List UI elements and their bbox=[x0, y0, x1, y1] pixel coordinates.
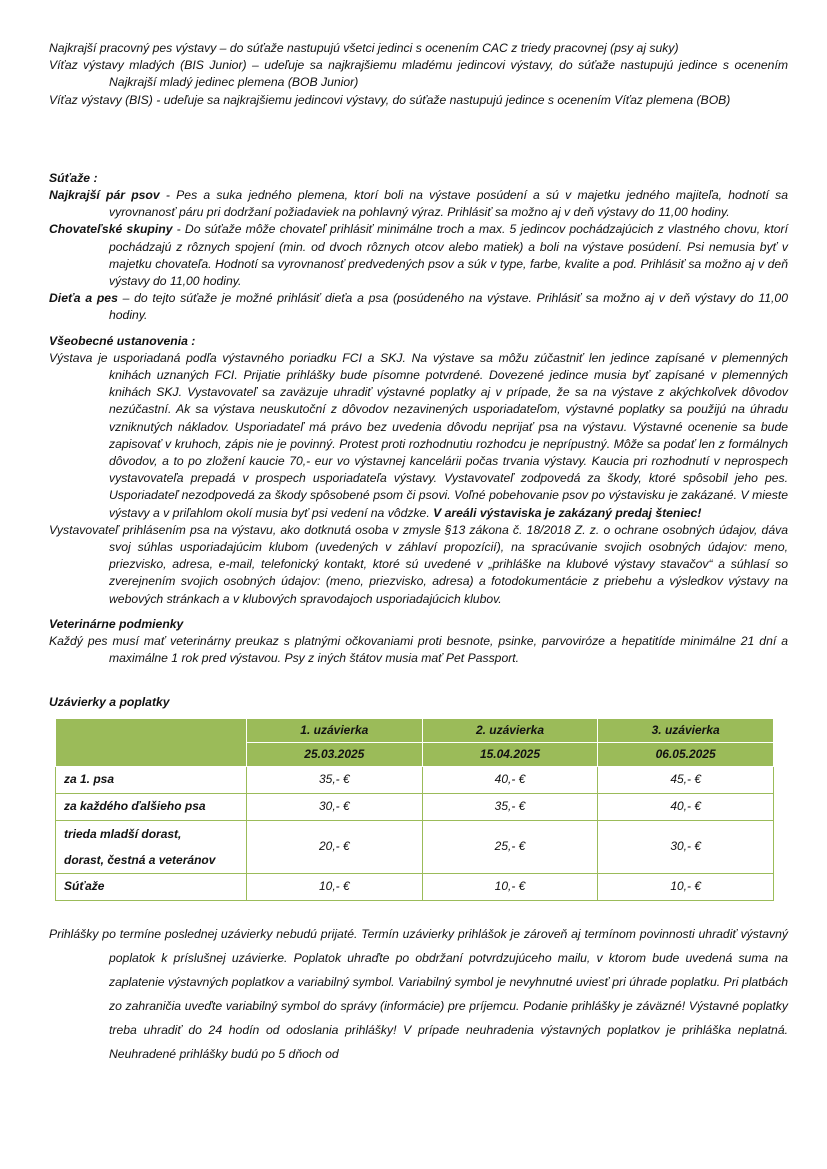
fee-row bbox=[56, 820, 774, 873]
gdpr-paragraph: Vystavovateľ prihlásením psa na výstavu, ako dotknutá osoba v zmysle §13 zákona č. 18/2018 Z. z. o ochrane osobných údajov, dáva svoj súhlas usporiadajúcim klubom (uvedených v záhlaví propozícií), na spracúvanie svojich osobných údajov: meno, priezvisko, adresa, e-mail, telefonický kontakt, ktoré sú uvedené v „prihláške na klubové výstavy stavačov“ a súhlasí so zverejnením svojich osobných údajov: (meno, priezvisko, adresa) a fotodokumentácie z priebehu a výsledkov výstavy na webových stránkach a v klubových spravodajoch usporiadajúcich klubov. bbox=[49, 522, 788, 606]
fees-header-empty bbox=[56, 718, 247, 766]
fees-heading: Uzávierky a poplatky bbox=[49, 694, 170, 709]
award-working-dog: Najkrajší pracovný pes výstavy – do súťaže nastupujú všetci jedinci s ocenením CAC z triedy pracovnej (psy aj suky) bbox=[49, 41, 679, 55]
vet-text: Každý pes musí mať veterinárny preukaz s platnými očkovaniami proti besnote, psinke, parvoviróze a hepatitíde minimálne 21 dní a maximálne 1 rok pred výstavou. Psy z iných štátov musia mať Pet Passport. bbox=[49, 634, 788, 666]
competition-child-text: – do tejto súťaže je možné prihlásiť dieťa a psa (posúdeného na výstave. Prihlásiť sa možno aj v deň výstavy do 11,00 hodiny. bbox=[109, 291, 788, 323]
deadline-1-name: 1. uzávierka bbox=[247, 718, 423, 742]
deadline-3-name: 3. uzávierka bbox=[598, 718, 774, 742]
fee-row bbox=[56, 873, 774, 900]
general-rules-text: Výstava je usporiadaná podľa výstavného poriadku FCI a SKJ. Na výstave sa môžu zúčastniť len jedince zapísané v plemenných knihách uznaných FCI. Prijatie prihlášky bude písomne potvrdené. Dovezené jedince musia byť zapísané v plemenných knihách SKJ. Vystavovateľ sa zaväzuje uhradiť výstavné poplatky aj v prípade, že sa na výstave z akýchkoľvek dôvodov nezúčastní. Ak sa výstava neuskutoční z dôvodov nezavinených usporiadateľom, výstavné poplatky sa použijú na úhradu vzniknutých nákladov. Usporiadateľ má právo bez uvedenia dôvodu neprijať psa na výstavu. Výstavné ocenenie sa bude zapisovať v kruhoch, zápis nie je povinný. Protest proti rozhodnutiu rozhodcu je neprípustný. Môže sa podať len z formálnych dôvodov, a to po zložení kaucie 70,- eur vo výstavnej kancelárii počas trvania výstavy. Kaucia pri rozhodnutí v neprospech vystavovateľa prepadá v prospech usporiadateľa výstavy. Vystavovateľ zodpovedá za škody, ktoré spôsobil jeho pes. Usporiadateľ nezodpovedá za škody spôsobené psom či psovi. Voľné pobehovanie psov po výstavisku je zakázané. V mieste výstavy a v priľahlom okolí musia byť psi vedení na vôdzke. bbox=[49, 350, 788, 520]
fee-row-label-line1: trieda mladší dorast, bbox=[64, 826, 182, 841]
competition-child-dog bbox=[49, 290, 788, 324]
award-bis-junior: Víťaz výstavy mladých (BIS Junior) – udeľuje sa najkrajšiemu mladému jedincovi výstavy, do súťaže nastupujú jedince s ocenením Najkrajší mladý jedinec plemena (BOB Junior) bbox=[49, 58, 788, 90]
document-page bbox=[49, 40, 788, 1066]
final-paragraph: Prihlášky po termíne poslednej uzávierky nebudú prijaté. Termín uzávierky prihlášok je zároveň aj termínom povinnosti uhradiť výstavný poplatok k príslušnej uzávierke. Poplatok uhraďte po obdržaní potvrdzujúceho mailu, v ktorom bude uvedená suma na zaplatenie výstavných poplatkov a variabilný symbol. Variabilný symbol je nevyhnutné uviesť pri úhrade poplatku. Pri platbách zo zahraničia uveďte variabilný symbol do správy (informácie) pre príjemcu. Podanie prihlášky je záväzné! Výstavné poplatky treba uhradiť do 24 hodín od odoslania prihlášky! V prípade neuhradenia výstavných poplatkov je prihláška neplatná. Neuhradené prihlášky budú po 5 dňoch od bbox=[49, 926, 788, 1061]
fee-value: 10,- € bbox=[422, 873, 598, 900]
fees-table bbox=[55, 718, 774, 901]
fee-row-label: Súťaže bbox=[56, 873, 247, 900]
competition-pair-text: - Pes a suka jedného plemena, ktorí boli na výstave posúdení a sú v majetku jedného majiteľa, hodnotí sa vyrovnanosť páru pri dodržaní požiadaviek na pohlavný výraz. Prihlásiť sa možno aj v deň výstavy do 11,00 hodiny. bbox=[109, 188, 789, 220]
competition-child-title: Dieťa a pes bbox=[49, 291, 118, 306]
competition-pair-title: Najkrajší pár psov bbox=[49, 188, 160, 203]
fee-value: 40,- € bbox=[598, 793, 774, 820]
fee-row-label: za každého ďalšieho psa bbox=[56, 793, 247, 820]
fee-row bbox=[56, 766, 774, 793]
competition-breeder-text: - Do súťaže môže chovateľ prihlásiť minimálne troch a max. 5 jedincov pochádzajúcich z vlastného chovu, ktorí pochádzajú z rôznych spojení (min. od dvoch rôznych otcov alebo matiek) a boli na výstave posúdení. Psi nemusia byť v majetku chovateľa. Hodnotí sa vyrovnanosť predvedených psov a súk v type, farbe, kvalite a pod. Prihlásiť sa možno aj v deň výstavy do 11,00 hodiny. bbox=[109, 222, 788, 289]
competitions-heading: Súťaže : bbox=[49, 170, 98, 185]
fees-header-row bbox=[56, 718, 774, 742]
vet-heading: Veterinárne podmienky bbox=[49, 616, 184, 631]
fee-value: 45,- € bbox=[598, 766, 774, 793]
fee-row bbox=[56, 793, 774, 820]
general-rules-paragraph bbox=[49, 350, 788, 522]
fee-row-label bbox=[56, 820, 247, 873]
deadline-3-date: 06.05.2025 bbox=[598, 742, 774, 766]
competition-pair bbox=[49, 187, 788, 221]
fee-value: 30,- € bbox=[247, 793, 423, 820]
deadline-2-name: 2. uzávierka bbox=[422, 718, 598, 742]
competition-breeder-title: Chovateľské skupiny bbox=[49, 222, 173, 237]
fee-value: 10,- € bbox=[598, 873, 774, 900]
fee-value: 20,- € bbox=[247, 820, 423, 873]
deadline-2-date: 15.04.2025 bbox=[422, 742, 598, 766]
fee-row-label: za 1. psa bbox=[56, 766, 247, 793]
fee-value: 35,- € bbox=[247, 766, 423, 793]
competition-breeder-group bbox=[49, 221, 788, 290]
award-bis: Víťaz výstavy (BIS) - udeľuje sa najkrajšiemu jedincovi výstavy, do súťaže nastupujú jedince s ocenením Víťaz plemena (BOB) bbox=[49, 92, 731, 107]
fee-row-label-line2: dorast, čestná a veteránov bbox=[64, 852, 216, 867]
general-heading: Všeobecné ustanovenia : bbox=[49, 333, 196, 348]
fee-value: 10,- € bbox=[247, 873, 423, 900]
puppy-sale-ban: V areáli výstaviska je zakázaný predaj šteniec! bbox=[433, 505, 702, 520]
deadline-1-date: 25.03.2025 bbox=[247, 742, 423, 766]
fee-value: 25,- € bbox=[422, 820, 598, 873]
fee-value: 35,- € bbox=[422, 793, 598, 820]
fee-value: 40,- € bbox=[422, 766, 598, 793]
fee-value: 30,- € bbox=[598, 820, 774, 873]
